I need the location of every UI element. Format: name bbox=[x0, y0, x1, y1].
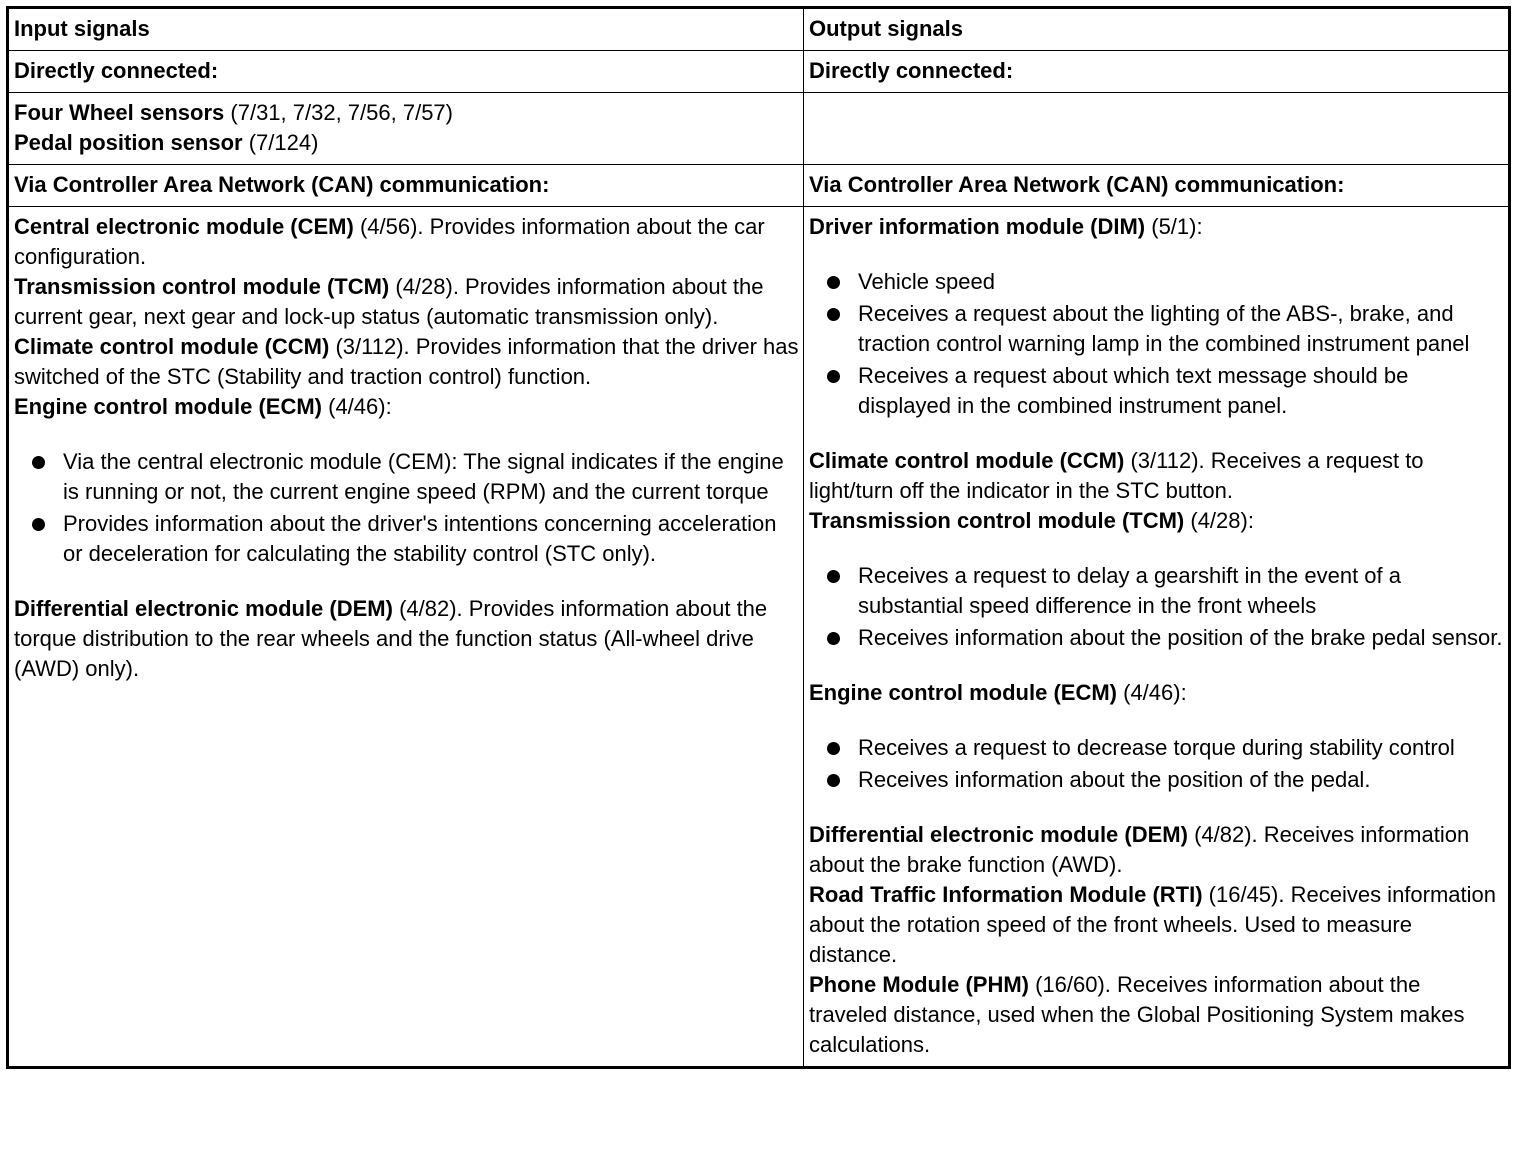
output-phm-entry bbox=[809, 970, 1504, 1060]
output-dem-entry bbox=[809, 820, 1504, 880]
input-tcm-name: Transmission control module (TCM) bbox=[14, 274, 390, 299]
list-item: Receives a request to decrease torque during stability control bbox=[809, 733, 1504, 763]
input-directly-connected-label: Directly connected: bbox=[8, 51, 804, 93]
input-dem-text: (4/82). Provides information about the torque distribution to the rear wheels and the function status (All-wheel drive (AWD) only). bbox=[14, 596, 768, 681]
output-ecm-bullet-list bbox=[809, 733, 1504, 795]
pedal-sensor-ref: (7/124) bbox=[242, 130, 319, 155]
list-item: Receives information about the position of the brake pedal sensor. bbox=[809, 623, 1504, 653]
signals-table bbox=[6, 6, 1511, 1069]
list-item: Provides information about the driver's intentions concerning acceleration or deceleration for calculating the stability control (STC only). bbox=[14, 509, 799, 569]
output-ecm-entry bbox=[809, 678, 1504, 708]
direct-sensors-cell bbox=[8, 93, 804, 165]
list-item: Vehicle speed bbox=[809, 267, 1504, 297]
header-row bbox=[8, 8, 1510, 51]
input-ecm-bullet-list bbox=[14, 447, 799, 569]
output-rti-text: (16/45). Receives information about the rotation speed of the front wheels. Used to measure distance. bbox=[809, 882, 1497, 967]
input-ecm-name: Engine control module (ECM) bbox=[14, 394, 322, 419]
output-ecm-text: (4/46): bbox=[1117, 680, 1187, 705]
output-signals-header: Output signals bbox=[804, 8, 1510, 51]
output-phm-text: (16/60). Receives information about the traveled distance, used when the Global Positioning System makes calculations. bbox=[809, 972, 1465, 1057]
can-header-row bbox=[8, 165, 1510, 207]
output-phm-name: Phone Module (PHM) bbox=[809, 972, 1029, 997]
input-ccm-text: (3/112). Provides information that the driver has switched of the STC (Stability and traction control) function. bbox=[14, 334, 799, 389]
input-signals-header: Input signals bbox=[8, 8, 804, 51]
output-ecm-name: Engine control module (ECM) bbox=[809, 680, 1117, 705]
input-can-label: Via Controller Area Network (CAN) communication: bbox=[8, 165, 804, 207]
input-cem-entry bbox=[14, 212, 799, 272]
output-dem-text: (4/82). Receives information about the brake function (AWD). bbox=[809, 822, 1470, 877]
direct-outputs-empty-cell bbox=[804, 93, 1510, 165]
can-outputs-cell bbox=[804, 207, 1510, 1068]
output-tcm-name: Transmission control module (TCM) bbox=[809, 508, 1185, 533]
input-ccm-name: Climate control module (CCM) bbox=[14, 334, 330, 359]
input-ecm-text: (4/46): bbox=[322, 394, 392, 419]
output-tcm-bullet-list bbox=[809, 561, 1504, 653]
list-item: Via the central electronic module (CEM): The signal indicates if the engine is running or not, the current engine speed (RPM) and the current torque bbox=[14, 447, 799, 507]
input-cem-text: (4/56). Provides information about the car configuration. bbox=[14, 214, 765, 269]
output-can-label: Via Controller Area Network (CAN) communication: bbox=[804, 165, 1510, 207]
output-rti-entry bbox=[809, 880, 1504, 970]
input-ecm-entry bbox=[14, 392, 799, 422]
list-item: Receives a request to delay a gearshift in the event of a substantial speed difference in the front wheels bbox=[809, 561, 1504, 621]
wheel-sensors-entry bbox=[14, 98, 799, 128]
output-dem-name: Differential electronic module (DEM) bbox=[809, 822, 1188, 847]
can-inputs-cell bbox=[8, 207, 804, 1068]
output-rti-name: Road Traffic Information Module (RTI) bbox=[809, 882, 1203, 907]
output-dim-name: Driver information module (DIM) bbox=[809, 214, 1146, 239]
input-dem-entry bbox=[14, 594, 799, 684]
input-tcm-text: (4/28). Provides information about the current gear, next gear and lock-up status (automatic transmission only). bbox=[14, 274, 764, 329]
output-dim-text: (5/1): bbox=[1145, 214, 1203, 239]
direct-sensors-row bbox=[8, 93, 1510, 165]
output-dim-entry bbox=[809, 212, 1504, 242]
output-ccm-name: Climate control module (CCM) bbox=[809, 448, 1125, 473]
output-ccm-text: (3/112). Receives a request to light/turn off the indicator in the STC button. bbox=[809, 448, 1424, 503]
input-dem-name: Differential electronic module (DEM) bbox=[14, 596, 393, 621]
pedal-sensor-entry bbox=[14, 128, 799, 158]
can-content-row bbox=[8, 207, 1510, 1068]
input-tcm-entry bbox=[14, 272, 799, 332]
list-item: Receives information about the position of the pedal. bbox=[809, 765, 1504, 795]
output-dim-bullet-list bbox=[809, 267, 1504, 421]
input-ccm-entry bbox=[14, 332, 799, 392]
directly-connected-row bbox=[8, 51, 1510, 93]
wheel-sensors-name: Four Wheel sensors bbox=[14, 100, 225, 125]
pedal-sensor-name: Pedal position sensor bbox=[14, 130, 243, 155]
list-item: Receives a request about which text message should be displayed in the combined instrument panel. bbox=[809, 361, 1504, 421]
output-ccm-entry bbox=[809, 446, 1504, 506]
input-cem-name: Central electronic module (CEM) bbox=[14, 214, 354, 239]
output-tcm-text: (4/28): bbox=[1184, 508, 1254, 533]
wheel-sensors-ref: (7/31, 7/32, 7/56, 7/57) bbox=[224, 100, 453, 125]
list-item: Receives a request about the lighting of the ABS-, brake, and traction control warning lamp in the combined instrument panel bbox=[809, 299, 1504, 359]
output-tcm-entry bbox=[809, 506, 1504, 536]
output-directly-connected-label: Directly connected: bbox=[804, 51, 1510, 93]
